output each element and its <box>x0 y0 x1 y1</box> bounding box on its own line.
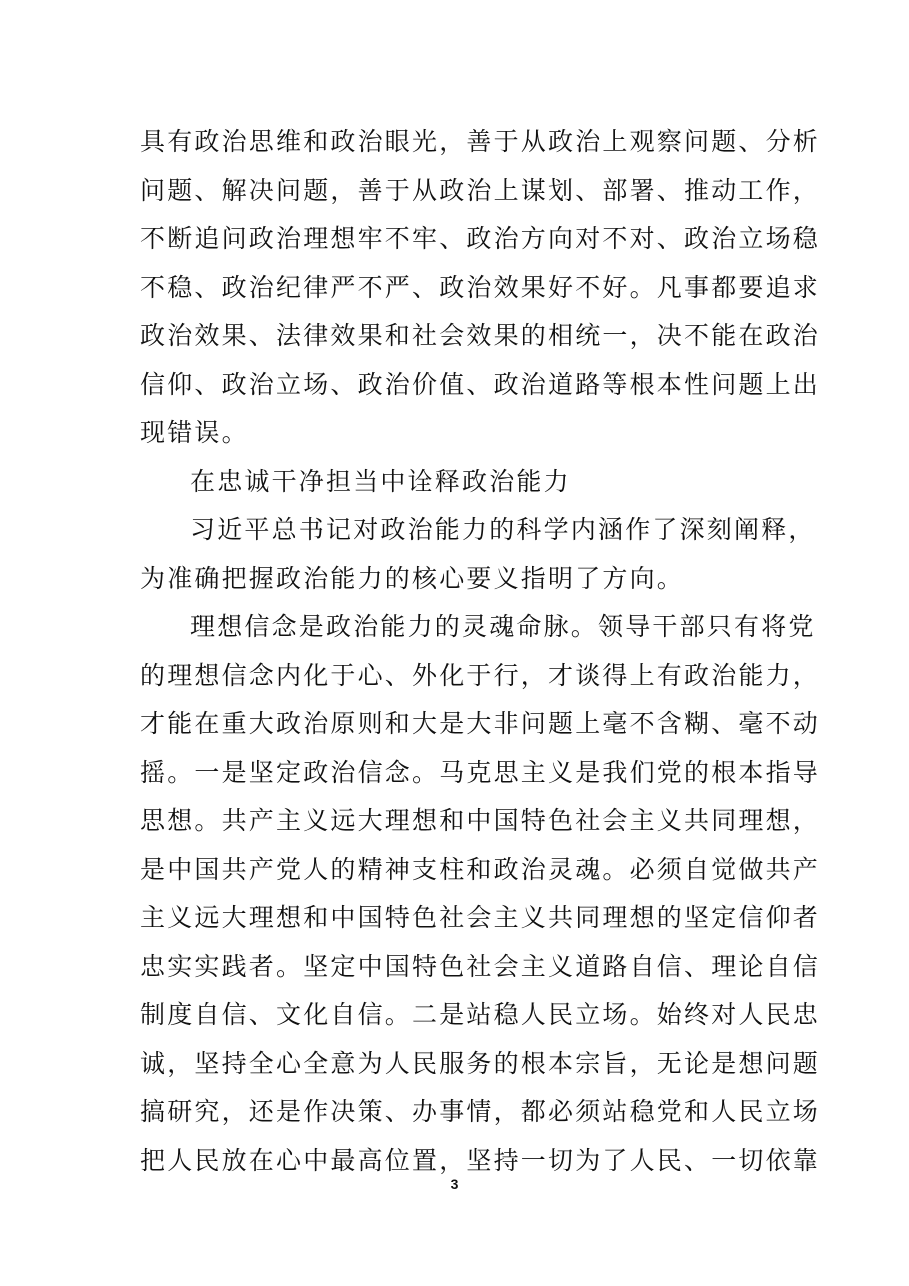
text-line: 问题、解决问题，善于从政治上谋划、部署、推动工作， <box>140 175 821 205</box>
text-line: 的理想信念内化于心、外化于行，才谈得上有政治能力， <box>140 660 821 690</box>
section-heading: 在忠诚干净担当中诠释政治能力 <box>190 466 571 496</box>
text-line: 习近平总书记对政治能力的科学内涵作了深刻阐释， <box>190 515 816 544</box>
text-line: 是中国共产党人的精神支柱和政治灵魂。必须自觉做共产 <box>140 854 821 884</box>
text-line: 诚，坚持全心全意为人民服务的根本宗旨，无论是想问题 <box>140 1048 821 1078</box>
text-line: 主义远大理想和中国特色社会主义共同理想的坚定信仰者 <box>140 903 821 932</box>
text-line: 把人民放在心中最高位置，坚持一切为了人民、一切依靠 <box>140 1145 821 1175</box>
body-text <box>140 118 821 1185</box>
text-line: 为准确把握政治能力的核心要义指明了方向。 <box>140 563 685 593</box>
text-line: 现错误。 <box>140 418 249 447</box>
text-line: 具有政治思维和政治眼光，善于从政治上观察问题、分析 <box>140 127 821 156</box>
page-number: 3 <box>450 1176 459 1192</box>
text-line: 制度自信、文化自信。二是站稳人民立场。始终对人民忠 <box>140 1000 821 1029</box>
text-line: 不稳、政治纪律严不严、政治效果好不好。凡事都要追求 <box>140 272 821 302</box>
text-line: 理想信念是政治能力的灵魂命脉。领导干部只有将党 <box>190 612 816 641</box>
text-line: 政治效果、法律效果和社会效果的相统一，决不能在政治 <box>140 321 821 350</box>
text-line: 信仰、政治立场、政治价值、政治道路等根本性问题上出 <box>140 369 821 399</box>
text-line: 不断追问政治理想牢不牢、政治方向对不对、政治立场稳 <box>140 224 821 253</box>
text-line: 摇。一是坚定政治信念。马克思主义是我们党的根本指导 <box>140 757 821 787</box>
text-line: 才能在重大政治原则和大是大非问题上毫不含糊、毫不动 <box>140 709 821 738</box>
text-line: 忠实实践者。坚定中国特色社会主义道路自信、理论自信 <box>140 951 821 981</box>
text-line: 思想。共产主义远大理想和中国特色社会主义共同理想， <box>140 806 821 835</box>
text-line: 搞研究，还是作决策、办事情，都必须站稳党和人民立场 <box>140 1097 821 1126</box>
